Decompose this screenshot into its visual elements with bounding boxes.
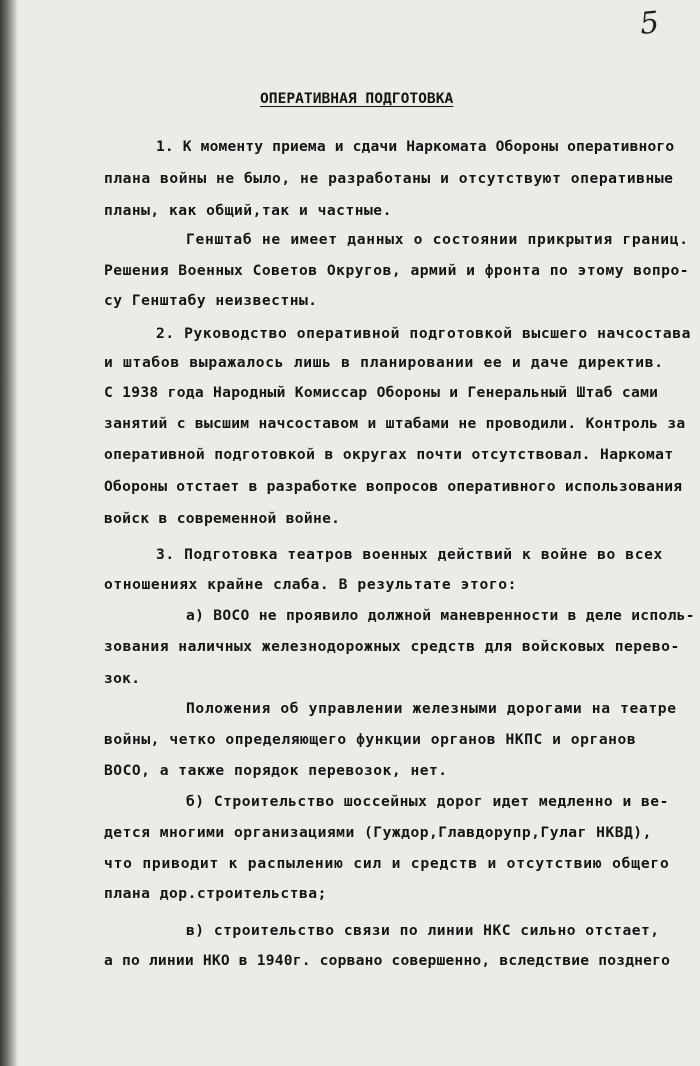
text-line-12: Обороны отстает в разработке вопросов оперативного использования: [104, 478, 683, 495]
text-line-17: зования наличных железнодорожных средств для войсковых перево-: [104, 638, 680, 655]
text-line-22: б) Строительство шоссейных дорог идет медленно и ве-: [186, 793, 669, 810]
text-line-20: войны, четко определяющего функции органов НКПС и органов: [104, 731, 637, 748]
text-line-19: Положения об управлении железными дорогами на театре: [186, 700, 677, 717]
text-line-7: 2. Руководство оперативной подготовкой высшего начсостава: [156, 325, 692, 342]
text-line-23: дется многими организациями (Гуждор,Главдорупр,Гулаг НКВД),: [104, 824, 652, 841]
text-line-5: Решения Военных Советов Округов, армий и фронта по этому вопро-: [104, 262, 690, 279]
text-line-24: что приводит к распылению сил и средств и отсутствию общего: [104, 855, 670, 872]
text-line-25: плана дор.строительства;: [104, 885, 327, 902]
text-line-16: а) ВОСО не проявило должной маневренности в деле исполь-: [186, 607, 695, 624]
text-line-18: зок.: [104, 670, 141, 687]
text-line-9: С 1938 года Народный Комиссар Обороны и Генеральный Штаб сами: [104, 384, 659, 401]
text-line-6: су Генштабу неизвестны.: [104, 292, 318, 309]
text-line-13: войск в современной войне.: [104, 510, 341, 527]
text-line-15: отношениях крайне слаба. В результате этого:: [104, 576, 517, 593]
text-line-14: 3. Подготовка театров военных действий к войне во всех: [156, 546, 663, 563]
text-line-3: планы, как общий,так и частные.: [104, 202, 392, 219]
page-number: 5: [638, 5, 662, 42]
text-line-11: оперативной подготовкой в округах почти отсутствовал. Наркомат: [104, 446, 674, 463]
text-line-1: 1. К моменту приема и сдачи Наркомата Обороны оперативного: [156, 138, 675, 155]
page-edge-shadow: [0, 0, 18, 1066]
text-line-2: плана войны не было, не разработаны и отсутствуют оперативные: [104, 170, 674, 187]
text-line-10: занятий с высшим начсоставом и штабами не проводили. Контроль за: [104, 415, 686, 432]
text-line-8: и штабов выражалось лишь в планировании ее и даче директив.: [104, 354, 664, 371]
text-line-4: Генштаб не имеет данных о состоянии прикрытия границ.: [186, 231, 689, 248]
text-line-27: а по линии НКО в 1940г. сорвано совершенно, вследствие позднего: [104, 952, 671, 969]
text-line-21: ВОСО, а также порядок перевозок, нет.: [104, 762, 448, 779]
text-line-26: в) строительство связи по линии НКС сильно отстает,: [186, 922, 660, 939]
document-title: ОПЕРАТИВНАЯ ПОДГОТОВКА: [260, 90, 454, 107]
